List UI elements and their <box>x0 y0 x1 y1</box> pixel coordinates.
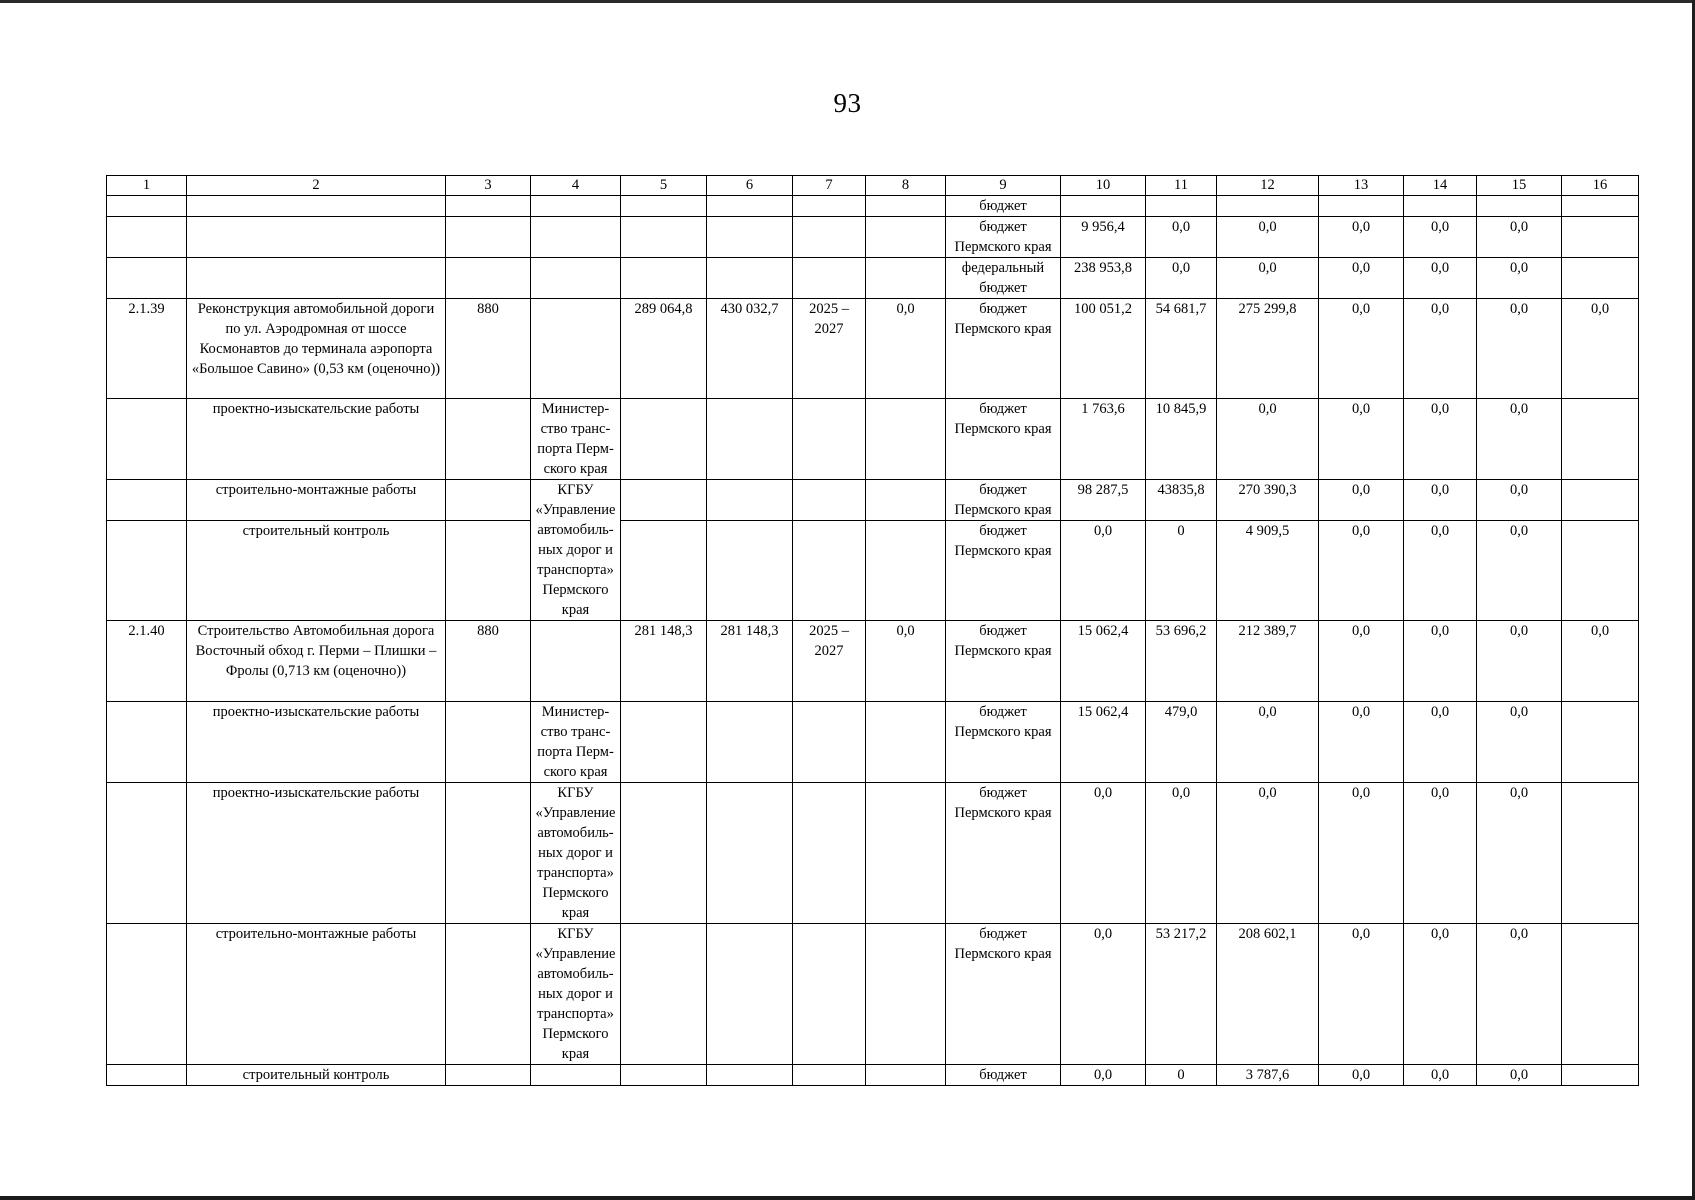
table-cell <box>866 702 946 783</box>
table-row <box>107 299 1639 399</box>
table-cell: 0,0 <box>1146 217 1217 258</box>
table-cell: 4 909,5 <box>1217 521 1319 621</box>
table-cell <box>107 1065 187 1086</box>
table-cell <box>1562 399 1639 480</box>
table-cell <box>793 702 866 783</box>
table-cell <box>793 480 866 521</box>
table-cell <box>107 702 187 783</box>
table-cell <box>1562 217 1639 258</box>
table-cell <box>707 521 793 621</box>
table-cell: 0,0 <box>1319 258 1404 299</box>
table-cell <box>621 783 707 924</box>
table-cell: бюджет Пермского края <box>946 783 1061 924</box>
table-cell: 2025 – 2027 <box>793 621 866 702</box>
table-cell: 0,0 <box>1404 399 1477 480</box>
column-header: 8 <box>866 176 946 196</box>
column-header: 15 <box>1477 176 1562 196</box>
table-cell: бюджет Пермского края <box>946 702 1061 783</box>
table-cell: 238 953,8 <box>1061 258 1146 299</box>
column-header: 9 <box>946 176 1061 196</box>
table-cell: 0,0 <box>1319 399 1404 480</box>
table-cell <box>107 258 187 299</box>
table-cell <box>621 702 707 783</box>
table-cell: 0,0 <box>1217 702 1319 783</box>
table-cell <box>531 621 621 702</box>
table-cell <box>793 217 866 258</box>
table-cell: 0,0 <box>1404 521 1477 621</box>
table-cell <box>446 217 531 258</box>
table-cell <box>793 783 866 924</box>
table-cell: 0,0 <box>1217 217 1319 258</box>
table-cell <box>107 480 187 521</box>
column-header: 2 <box>187 176 446 196</box>
table-cell: 2025 – 2027 <box>793 299 866 399</box>
table-cell <box>707 196 793 217</box>
table-cell: бюджет Пермского края <box>946 217 1061 258</box>
table-cell: строительный контроль <box>187 521 446 621</box>
table-cell: 1 763,6 <box>1061 399 1146 480</box>
table-cell: 0,0 <box>1404 702 1477 783</box>
table-cell: строительно-монтажные работы <box>187 480 446 521</box>
table-cell: 0,0 <box>1562 621 1639 702</box>
table-cell <box>1562 702 1639 783</box>
table-cell <box>187 258 446 299</box>
table-cell: 479,0 <box>1146 702 1217 783</box>
page-number: 93 <box>833 88 862 118</box>
column-header: 3 <box>446 176 531 196</box>
table-cell <box>793 196 866 217</box>
table-cell <box>446 258 531 299</box>
table-cell <box>531 258 621 299</box>
table-cell <box>1319 196 1404 217</box>
table-cell: 0,0 <box>1319 924 1404 1065</box>
table-cell: 0,0 <box>1477 783 1562 924</box>
table-cell: 54 681,7 <box>1146 299 1217 399</box>
table-cell: 0,0 <box>1319 702 1404 783</box>
table-cell: 0,0 <box>1404 258 1477 299</box>
table-cell: 0,0 <box>1404 1065 1477 1086</box>
table-cell: бюджет <box>946 1065 1061 1086</box>
table-cell: 0,0 <box>1217 258 1319 299</box>
table-cell: 0,0 <box>1477 258 1562 299</box>
table-cell <box>707 258 793 299</box>
table-cell: Министерство транспорта Пермского края <box>531 399 621 480</box>
table-cell: 0,0 <box>1477 621 1562 702</box>
table-cell: 100 051,2 <box>1061 299 1146 399</box>
table-cell: 98 287,5 <box>1061 480 1146 521</box>
table-cell <box>707 702 793 783</box>
table-cell: 0,0 <box>1319 217 1404 258</box>
table-cell <box>866 521 946 621</box>
table-cell <box>1217 196 1319 217</box>
table-cell <box>1061 196 1146 217</box>
table-cell: проектно-изыскательские работы <box>187 399 446 480</box>
table-cell <box>621 1065 707 1086</box>
column-header: 11 <box>1146 176 1217 196</box>
table-cell <box>621 924 707 1065</box>
table-cell <box>793 258 866 299</box>
table-row <box>107 521 1639 621</box>
table-cell <box>107 783 187 924</box>
table-cell: 0,0 <box>1404 480 1477 521</box>
table-cell: 0,0 <box>866 621 946 702</box>
table-cell <box>621 399 707 480</box>
table-cell: 0,0 <box>1477 702 1562 783</box>
table-cell: 53 217,2 <box>1146 924 1217 1065</box>
table-cell: Реконструкция автомобильной дороги по ул. Аэродромная от шоссе Космонавтов до терминала аэропорта «Большое Савино» (0,53 км (оценочно)) <box>187 299 446 399</box>
table-cell: 0,0 <box>1061 924 1146 1065</box>
table-cell: 0,0 <box>1061 521 1146 621</box>
table-cell: 9 956,4 <box>1061 217 1146 258</box>
table-cell: 0,0 <box>1477 399 1562 480</box>
table-cell: 0,0 <box>1477 521 1562 621</box>
table-cell <box>1562 1065 1639 1086</box>
table-cell <box>107 217 187 258</box>
table-cell: Министерство транспорта Пермского края <box>531 702 621 783</box>
table-cell: 0,0 <box>1477 480 1562 521</box>
table-cell: бюджет Пермского края <box>946 299 1061 399</box>
table-cell: 0,0 <box>1477 299 1562 399</box>
table-cell <box>531 299 621 399</box>
table-cell <box>531 217 621 258</box>
table-row <box>107 399 1639 480</box>
table-cell: 880 <box>446 299 531 399</box>
table-cell: 275 299,8 <box>1217 299 1319 399</box>
table-row <box>107 196 1639 217</box>
table-cell <box>446 480 531 521</box>
table-cell <box>866 258 946 299</box>
table-row <box>107 480 1639 521</box>
table-cell: строительный контроль <box>187 1065 446 1086</box>
table-cell: федеральный бюджет <box>946 258 1061 299</box>
column-header: 13 <box>1319 176 1404 196</box>
table-cell: 0,0 <box>1146 783 1217 924</box>
table-cell: 430 032,7 <box>707 299 793 399</box>
table-cell: 0,0 <box>1061 783 1146 924</box>
table-cell <box>707 480 793 521</box>
table-row <box>107 258 1639 299</box>
table-cell: 0,0 <box>1404 783 1477 924</box>
table-cell: 0 <box>1146 1065 1217 1086</box>
table-cell <box>866 783 946 924</box>
table-cell <box>1477 196 1562 217</box>
table-cell <box>1404 196 1477 217</box>
table-cell <box>866 480 946 521</box>
table-cell <box>793 399 866 480</box>
column-header: 10 <box>1061 176 1146 196</box>
table-cell <box>793 924 866 1065</box>
column-header: 6 <box>707 176 793 196</box>
table-cell: 270 390,3 <box>1217 480 1319 521</box>
table-cell <box>707 217 793 258</box>
budget-table <box>106 175 1639 1086</box>
table-cell <box>707 783 793 924</box>
column-header: 1 <box>107 176 187 196</box>
table-cell: бюджет <box>946 196 1061 217</box>
table-cell <box>866 217 946 258</box>
table-cell <box>446 1065 531 1086</box>
table-cell <box>107 399 187 480</box>
table-cell <box>187 196 446 217</box>
table-cell <box>866 196 946 217</box>
table-cell: 0,0 <box>1477 217 1562 258</box>
column-header: 7 <box>793 176 866 196</box>
column-header: 14 <box>1404 176 1477 196</box>
table-cell: КГБУ «Управление автомобильных дорог и транспорта» Пермского края <box>531 924 621 1065</box>
table-cell: 0,0 <box>1404 924 1477 1065</box>
table-cell <box>707 1065 793 1086</box>
table-cell <box>621 521 707 621</box>
table-cell: 53 696,2 <box>1146 621 1217 702</box>
table-cell: 0,0 <box>1319 621 1404 702</box>
table-cell: 0,0 <box>1562 299 1639 399</box>
table-cell <box>1562 480 1639 521</box>
table-header-row <box>107 176 1639 196</box>
table-cell <box>866 399 946 480</box>
table-row <box>107 783 1639 924</box>
table-cell <box>1146 196 1217 217</box>
table-cell <box>446 399 531 480</box>
table-cell: 0,0 <box>1477 1065 1562 1086</box>
table-cell <box>621 258 707 299</box>
scan-border-top <box>0 0 1695 3</box>
table-cell: 10 845,9 <box>1146 399 1217 480</box>
table-cell: бюджет Пермского края <box>946 521 1061 621</box>
table-cell: КГБУ «Управление автомобильных дорог и транспорта» Пермского края <box>531 480 621 621</box>
table-row <box>107 924 1639 1065</box>
table-cell: проектно-изыскательские работы <box>187 702 446 783</box>
table-cell: 0,0 <box>1146 258 1217 299</box>
table-cell: 0,0 <box>1404 621 1477 702</box>
table-cell <box>1562 258 1639 299</box>
table-cell <box>107 196 187 217</box>
table-cell: 281 148,3 <box>707 621 793 702</box>
table-cell: бюджет Пермского края <box>946 621 1061 702</box>
table-cell: 0,0 <box>1217 399 1319 480</box>
table-cell <box>446 196 531 217</box>
table-cell <box>793 521 866 621</box>
table-cell: 281 148,3 <box>621 621 707 702</box>
column-header: 12 <box>1217 176 1319 196</box>
table-cell: 0,0 <box>1319 521 1404 621</box>
table-cell <box>187 217 446 258</box>
table-cell <box>446 702 531 783</box>
table-cell: 0,0 <box>1319 1065 1404 1086</box>
table-cell <box>1562 196 1639 217</box>
table-cell: бюджет Пермского края <box>946 924 1061 1065</box>
table-cell: 880 <box>446 621 531 702</box>
table-cell: 0,0 <box>1319 783 1404 924</box>
table-cell <box>866 1065 946 1086</box>
table-row <box>107 217 1639 258</box>
table-cell: 2.1.39 <box>107 299 187 399</box>
column-header: 5 <box>621 176 707 196</box>
table-cell: 212 389,7 <box>1217 621 1319 702</box>
table-cell <box>446 783 531 924</box>
table-cell <box>531 196 621 217</box>
table-cell: 15 062,4 <box>1061 621 1146 702</box>
table-cell: 0 <box>1146 521 1217 621</box>
table-cell: 0,0 <box>1217 783 1319 924</box>
table-cell: 2.1.40 <box>107 621 187 702</box>
table-cell: 15 062,4 <box>1061 702 1146 783</box>
table-cell: 0,0 <box>1404 217 1477 258</box>
table-cell: бюджет Пермского края <box>946 480 1061 521</box>
table-cell <box>1562 783 1639 924</box>
column-header: 4 <box>531 176 621 196</box>
table-cell <box>621 480 707 521</box>
table-cell <box>446 521 531 621</box>
table-cell <box>1562 924 1639 1065</box>
table-cell <box>107 924 187 1065</box>
table-cell: бюджет Пермского края <box>946 399 1061 480</box>
table-row <box>107 1065 1639 1086</box>
table-cell: 0,0 <box>1477 924 1562 1065</box>
table-cell: строительно-монтажные работы <box>187 924 446 1065</box>
table-cell <box>707 924 793 1065</box>
scan-border-bottom <box>0 1196 1695 1200</box>
table-cell: 43835,8 <box>1146 480 1217 521</box>
table-cell <box>1562 521 1639 621</box>
table-cell: проектно-изыскательские работы <box>187 783 446 924</box>
table-cell <box>621 217 707 258</box>
table-cell: 0,0 <box>1061 1065 1146 1086</box>
table-cell <box>107 521 187 621</box>
table-cell: 289 064,8 <box>621 299 707 399</box>
table-cell: 0,0 <box>1404 299 1477 399</box>
column-header: 16 <box>1562 176 1639 196</box>
table-cell: КГБУ «Управление автомобильных дорог и транспорта» Пермского края <box>531 783 621 924</box>
table-cell <box>621 196 707 217</box>
table-cell <box>866 924 946 1065</box>
table-cell: 0,0 <box>866 299 946 399</box>
table-row <box>107 621 1639 702</box>
table-cell: Строительство Автомобильная дорога Восточный обход г. Перми – Плишки – Фролы (0,713 км (оценочно)) <box>187 621 446 702</box>
table-cell <box>793 1065 866 1086</box>
table-row <box>107 702 1639 783</box>
table-cell <box>707 399 793 480</box>
table-cell: 0,0 <box>1319 480 1404 521</box>
table-cell: 3 787,6 <box>1217 1065 1319 1086</box>
table-cell <box>446 924 531 1065</box>
table-cell: 208 602,1 <box>1217 924 1319 1065</box>
table-cell <box>531 1065 621 1086</box>
table-cell: 0,0 <box>1319 299 1404 399</box>
